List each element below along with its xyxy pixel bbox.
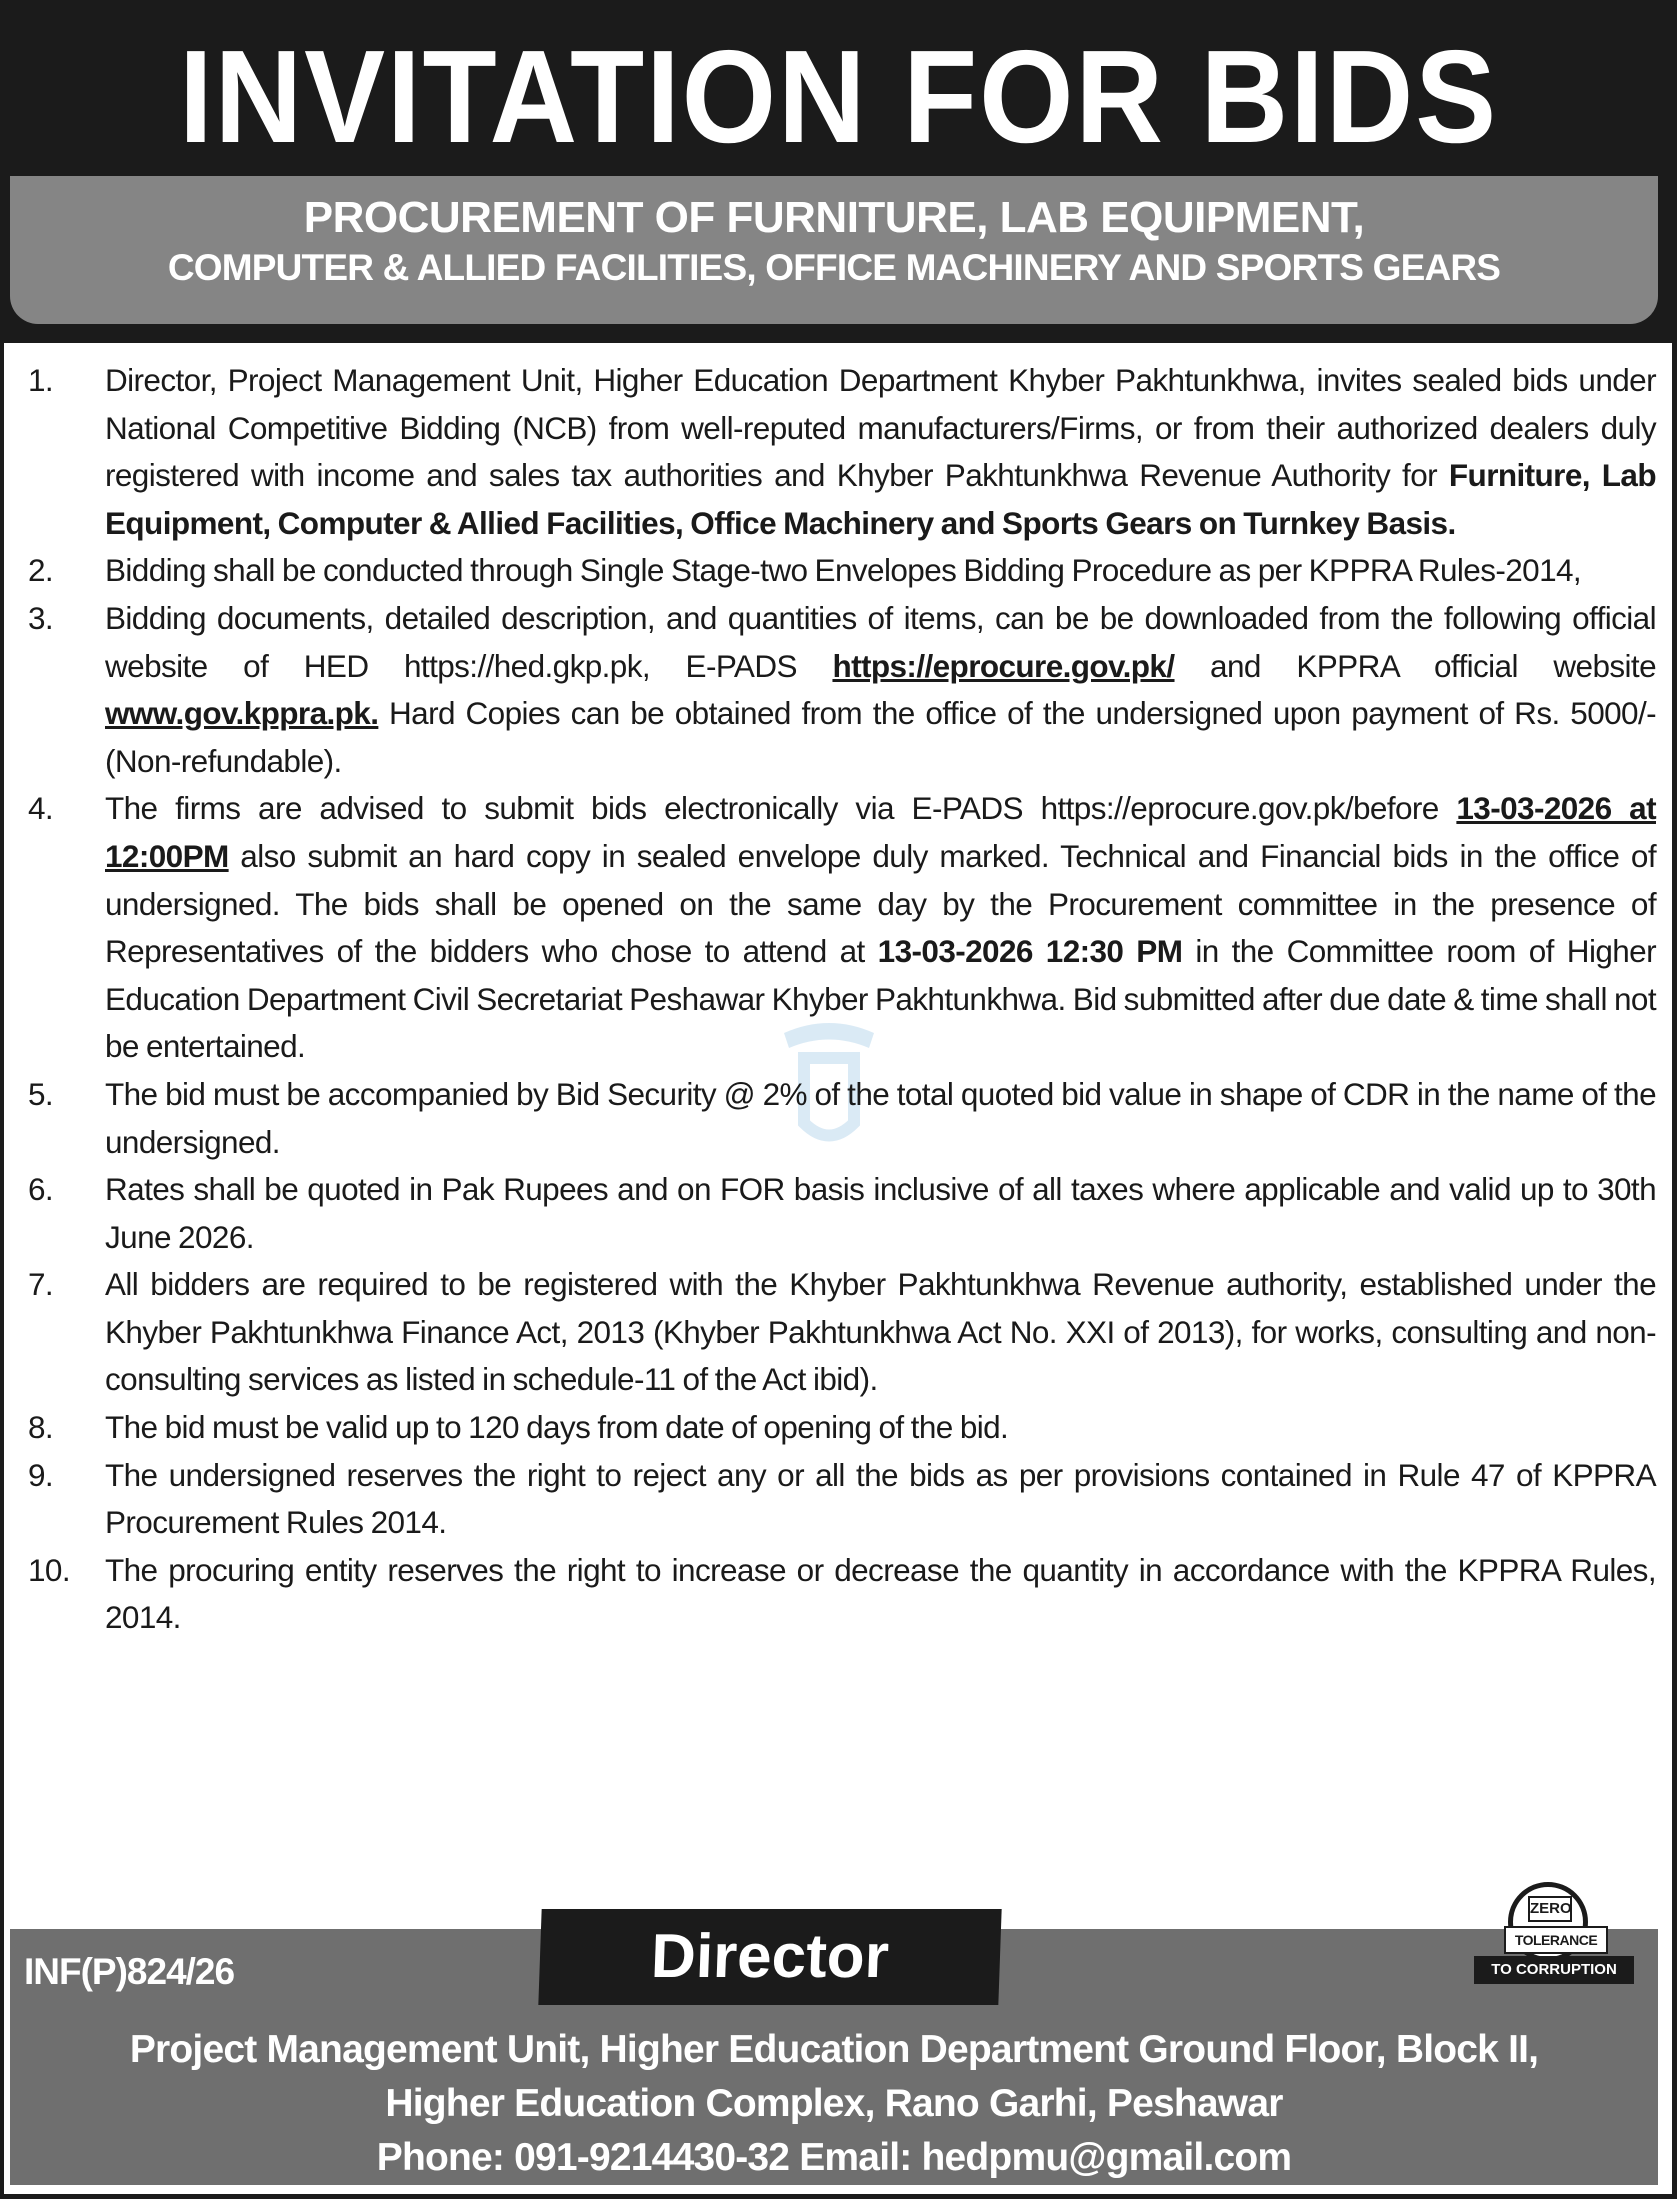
term-item	[28, 1547, 1656, 1642]
reference-number: INF(P)824/26	[24, 1951, 235, 1992]
term-text: Hard Copies can be obtained from the office of the undersigned upon payment of Rs. 5000/- (Non-refundable).	[105, 695, 1656, 779]
zero-tolerance-badge	[1474, 1882, 1638, 1988]
term-text: The undersigned reserves the right to reject any or all the bids as per provisions contained in Rule 47 of KPPRA Procurement Rules 2014.	[105, 1456, 1656, 1541]
term-text: Bidding shall be conducted through Single Stage-two Envelopes Bidding Procedure as per KPPRA Rules-2014,	[105, 552, 1582, 589]
terms-list	[28, 357, 1656, 1642]
term-number: 7.	[28, 1266, 54, 1303]
term-text: Rates shall be quoted in Pak Rupees and on FOR basis inclusive of all taxes where applicable and valid up to 30th June 2026.	[105, 1171, 1656, 1255]
term-number: 9.	[28, 1456, 54, 1493]
term-text: 13-03-2026 at 12:00PM	[105, 790, 1656, 874]
term-number: 3.	[28, 599, 54, 636]
term-number: 1.	[28, 362, 54, 398]
term-text: also submit an hard copy in sealed envelope duly marked. Technical and Financial bids in the office of undersigned. The bids shall be opened on the same day by the Procurement committee in the presence of Representatives of the bidders who chose to attend at	[105, 837, 1656, 970]
term-item	[28, 785, 1656, 1071]
contact-address	[10, 2023, 1658, 2185]
subtitle-line-2: COMPUTER & ALLIED FACILITIES, OFFICE MACHINERY AND SPORTS GEARS	[167, 247, 1501, 288]
term-item	[28, 595, 1656, 785]
footer-band	[10, 1922, 1658, 2185]
term-text: The bid must be valid up to 120 days from date of opening of the bid.	[105, 1409, 1009, 1446]
term-text: All bidders are required to be registered with the Khyber Pakhtunkhwa Revenue authority, established under the Khyber Pakhtunkhwa Finance Act, 2013 (Khyber Pakhtunkhwa Act No. XXI of 2013), for works, consulting and non-consulting services as listed in schedule-11 of the Act ibid).	[105, 1266, 1656, 1398]
badge-to-corruption: TO CORRUPTION	[1474, 1956, 1634, 1984]
term-number: 8.	[28, 1409, 54, 1446]
term-text: in the Committee room of Higher Education Department Civil Secretariat Peshawar Khyber Pakhtunkhwa. Bid submitted after due date & time shall not be entertained.	[105, 933, 1656, 1065]
address-line-2: Higher Education Complex, Rano Garhi, Peshawar	[385, 2082, 1283, 2125]
term-text: 13-03-2026 12:30 PM	[877, 933, 1183, 970]
address-line-1: Project Management Unit, Higher Education Department Ground Floor, Block II,	[129, 2028, 1539, 2071]
term-item	[28, 1071, 1656, 1166]
term-text: Bidding documents, detailed description, and quantities of items, can be be downloaded from the following official website of HED https://hed.gkp.pk, E-PADS	[105, 599, 1656, 684]
term-number: 6.	[28, 1171, 54, 1208]
term-number: 5.	[28, 1075, 54, 1112]
term-number: 2.	[28, 552, 54, 589]
term-number: 10.	[28, 1551, 70, 1588]
term-item	[28, 1404, 1656, 1452]
subtitle-band	[10, 176, 1658, 324]
signatory-title: Director	[538, 1909, 1001, 2005]
term-item	[28, 547, 1656, 595]
term-text: The procuring entity reserves the right to increase or decrease the quantity in accordance with the KPPRA Rules, 2014.	[105, 1551, 1656, 1636]
term-text: Furniture, Lab Equipment, Computer & Allied Facilities, Office Machinery and Sports Gears on Turnkey Basis.	[105, 457, 1656, 541]
term-number: 4.	[28, 790, 54, 827]
term-item	[28, 357, 1656, 547]
page-title: INVITATION FOR BIDS	[178, 23, 1499, 170]
link-text[interactable]: www.gov.kppra.pk.	[105, 695, 379, 732]
term-item	[28, 1452, 1656, 1547]
link-text[interactable]: https://eprocure.gov.pk/	[832, 647, 1175, 684]
term-text: The firms are advised to submit bids electronically via E-PADS https://eprocure.gov.pk/before	[105, 790, 1457, 827]
subtitle-line-1: PROCUREMENT OF FURNITURE, LAB EQUIPMENT,	[303, 193, 1365, 242]
term-text: and KPPRA official website	[1174, 647, 1657, 684]
badge-zero: ZERO	[1528, 1896, 1572, 1922]
term-text: The bid must be accompanied by Bid Security @ 2% of the total quoted bid value in shape of CDR in the name of the undersigned.	[105, 1075, 1656, 1160]
term-text: Director, Project Management Unit, Higher Education Department Khyber Pakhtunkhwa, invites sealed bids under National Competitive Bidding (NCB) from well-reputed manufacturers/Firms, or from their authorized dealers duly registered with income and sales tax authorities and Khyber Pakhtunkhwa Revenue Authority for	[105, 362, 1656, 494]
contact-line: Phone: 091-9214430-32 Email: hedpmu@gmail.com	[376, 2136, 1292, 2179]
term-item	[28, 1261, 1656, 1404]
term-item	[28, 1166, 1656, 1261]
badge-tolerance: TOLERANCE	[1504, 1926, 1608, 1954]
